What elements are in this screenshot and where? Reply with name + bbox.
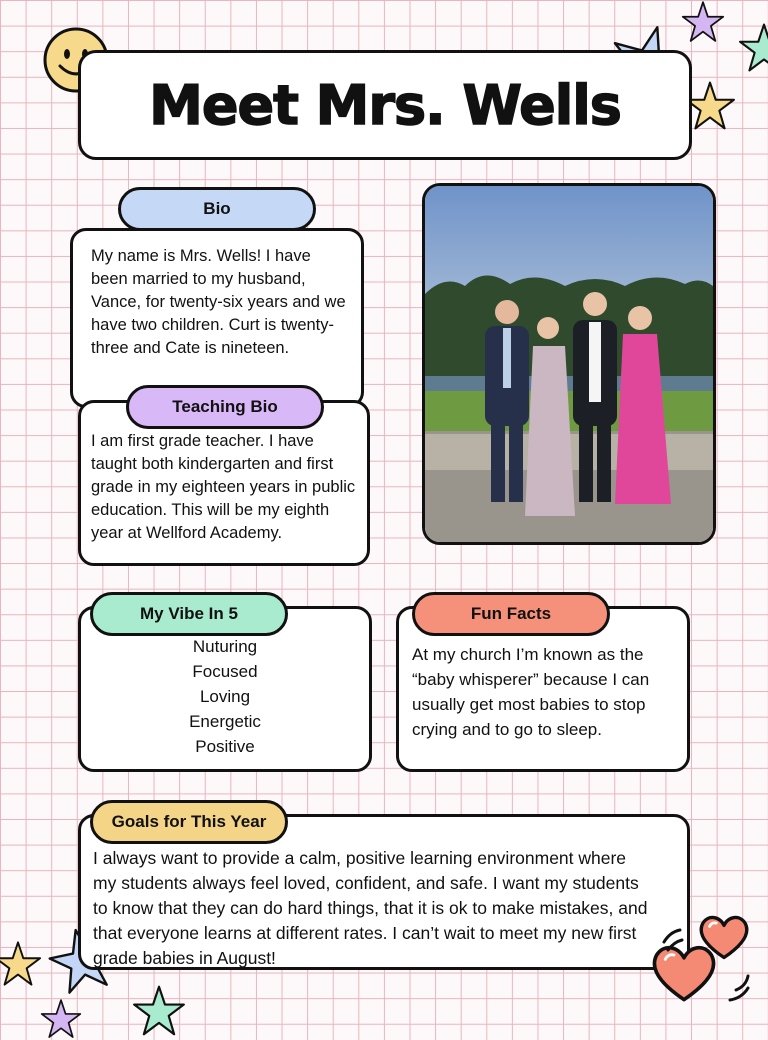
- vibe-label: [90, 592, 288, 636]
- vibe-item: Nuturing: [192, 637, 258, 656]
- goals-text: I always want to provide a calm, positive learning environment where my students always feel loved, confident, and safe. I want my students to know that they can do hard things, that it is ok to make mistakes, and that everyone learns at different rates. I can’t wait to meet my new first grade babies in August!: [93, 848, 648, 968]
- vibe-item: Positive: [195, 737, 255, 756]
- goals-label-text: Goals for This Year: [111, 812, 267, 831]
- teaching-bio-label-text: Teaching Bio: [172, 397, 278, 416]
- sparkle-lines-icon: [660, 920, 760, 1010]
- vibe-label-text: My Vibe In 5: [140, 604, 238, 623]
- star-icon: [0, 940, 42, 988]
- fun-facts-label: [412, 592, 610, 636]
- bio-label: [118, 187, 316, 231]
- bio-label-text: Bio: [203, 199, 231, 218]
- fun-facts-label-text: Fun Facts: [470, 604, 552, 623]
- page-title: Meet Mrs. Wells: [149, 73, 621, 137]
- bio-text: My name is Mrs. Wells! I have been married to my husband, Vance, for twenty-six years and we have two children. Curt is twenty-three and Cate is nineteen.: [91, 247, 346, 357]
- teaching-bio-text: I am first grade teacher. I have taught both kindergarten and first grade in my eighteen years in public education. This will be my eighth year at Wellford Academy.: [91, 432, 356, 542]
- family-photo: [422, 183, 716, 545]
- goals-label: [90, 800, 288, 844]
- star-icon: [132, 984, 186, 1038]
- vibe-item: Loving: [199, 687, 251, 706]
- fun-facts-text: At my church I’m known as the “baby whisperer” because I can usually get most babies to stop crying and to go to sleep.: [412, 645, 650, 739]
- star-icon: [40, 998, 82, 1040]
- bio-card: [70, 228, 364, 408]
- star-icon: [738, 22, 768, 74]
- vibe-item: Focused: [192, 662, 258, 681]
- title-banner: [78, 50, 692, 160]
- teaching-bio-label: [126, 385, 324, 429]
- vibe-item: Energetic: [189, 712, 261, 731]
- star-icon: [678, 0, 728, 44]
